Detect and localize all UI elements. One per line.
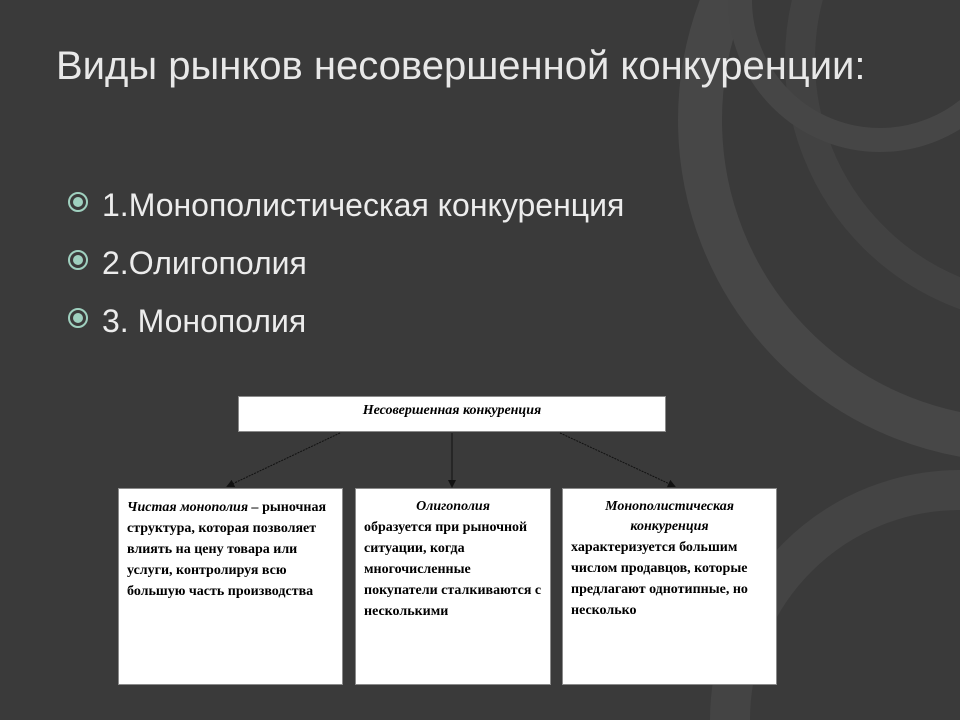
- connector-right: [560, 433, 674, 486]
- box-title: Чистая монополия –: [127, 500, 259, 515]
- box-title: Монополистическая конкуренция: [605, 499, 734, 534]
- box-body: образуется при рыночной ситуации, когда многочисленные покупатели сталкиваются с несколькими: [364, 520, 542, 619]
- box-title: Олигополия: [416, 499, 490, 514]
- bullet-text: 2.Олигополия: [102, 245, 307, 281]
- diagram-box-monopolistic-competition: [562, 488, 777, 685]
- connector-left: [228, 433, 340, 486]
- slide-title: Виды рынков несовершенной конкуренции:: [56, 44, 866, 88]
- box-body: рыночная структура, которая позволяет влиять на цену товара или услуги, контролируя всю большую часть производства: [127, 500, 327, 599]
- bullet-text: 1.Монополистическая конкуренция: [102, 187, 625, 223]
- diagram-box-pure-monopoly: [118, 488, 343, 685]
- diagram-root-label: Несовершенная конкуренция: [362, 403, 542, 418]
- box-body: характеризуется большим числом продавцов, которые предлагают однотипные, но несколько: [571, 540, 748, 618]
- diagram-root-box: [238, 396, 666, 432]
- diagram-box-oligopoly: [355, 488, 551, 685]
- bullet-text: 3. Монополия: [102, 303, 307, 339]
